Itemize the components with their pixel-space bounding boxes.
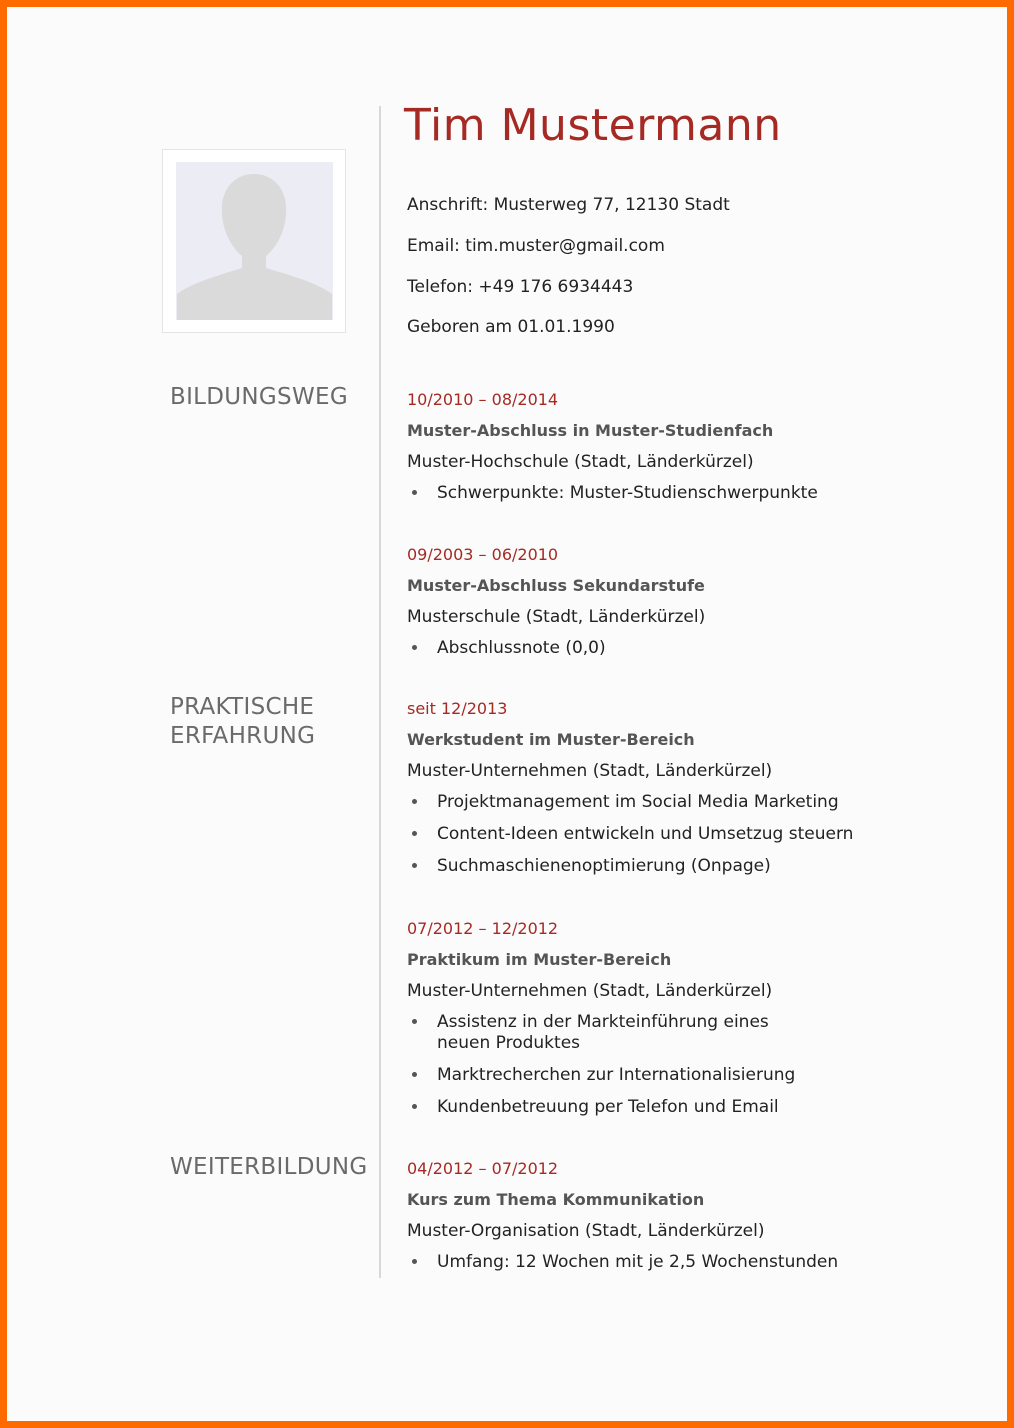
entry-date: 10/2010 – 08/2014 [407, 390, 559, 409]
section-title-training: WEITERBILDUNG [170, 1154, 368, 1180]
section-title-experience [170, 693, 315, 751]
avatar [176, 162, 333, 320]
entry-date: 07/2012 – 12/2012 [407, 919, 559, 938]
entry-bullet-list [407, 792, 867, 877]
entry-bullet: Umfang: 12 Wochen mit je 2,5 Wochenstunden [407, 1252, 867, 1273]
entry-organization: Muster-Hochschule (Stadt, Länderkürzel) [407, 452, 754, 472]
contact-email: Email: tim.muster@gmail.com [407, 236, 665, 256]
entry-bullet: Schwerpunkte: Muster-Studienschwerpunkte [407, 483, 867, 504]
entry [407, 699, 867, 888]
entry-title: Muster-Abschluss in Muster-Studienfach [407, 421, 774, 440]
entry-organization: Muster-Organisation (Stadt, Länderkürzel) [407, 1221, 765, 1241]
entry [407, 390, 867, 515]
entry-bullet: Suchmaschienenoptimierung (Onpage) [407, 856, 867, 877]
entry-title: Muster-Abschluss Sekundarstufe [407, 576, 705, 595]
entry-bullet: Content-Ideen entwickeln und Umsetzug steuern [407, 824, 867, 845]
contact-birth: Geboren am 01.01.1990 [407, 317, 615, 337]
entry-bullet: Projektmanagement im Social Media Marketing [407, 792, 867, 813]
entry [407, 1159, 867, 1284]
resume-page [7, 7, 1007, 1421]
vertical-divider [379, 106, 381, 1278]
section-title-line: ERFAHRUNG [170, 723, 316, 749]
entry-title: Praktikum im Muster-Bereich [407, 950, 672, 969]
entry-title: Werkstudent im Muster-Bereich [407, 730, 695, 749]
entry-organization: Muster-Unternehmen (Stadt, Länderkürzel) [407, 981, 773, 1001]
entry-bullet-list [407, 638, 867, 659]
person-name: Tim Mustermann [404, 100, 782, 151]
contact-address: Anschrift: Musterweg 77, 12130 Stadt [407, 195, 730, 215]
entry [407, 545, 867, 670]
entry-bullet-list [407, 483, 867, 504]
entry-bullet-list [407, 1252, 867, 1273]
entry-bullet: Kundenbetreuung per Telefon und Email [407, 1097, 807, 1118]
contact-phone: Telefon: +49 176 6934443 [407, 277, 634, 297]
entry [407, 919, 867, 1129]
entry-date: 09/2003 – 06/2010 [407, 545, 559, 564]
entry-bullet: Abschlussnote (0,0) [407, 638, 867, 659]
section-title-education: BILDUNGSWEG [170, 384, 348, 410]
section-title-line: PRAKTISCHE [170, 694, 315, 720]
entry-organization: Musterschule (Stadt, Länderkürzel) [407, 607, 706, 627]
entry-date: 04/2012 – 07/2012 [407, 1159, 559, 1178]
entry-date: seit 12/2013 [407, 699, 508, 718]
entry-bullet: Assistenz in der Markteinführung eines neuen Produktes [407, 1012, 807, 1054]
entry-organization: Muster-Unternehmen (Stadt, Länderkürzel) [407, 761, 773, 781]
photo-frame [162, 149, 346, 333]
person-silhouette-icon [176, 162, 333, 320]
entry-bullet-list [407, 1012, 807, 1118]
entry-title: Kurs zum Thema Kommunikation [407, 1190, 705, 1209]
entry-bullet: Marktrecherchen zur Internationalisierung [407, 1065, 807, 1086]
